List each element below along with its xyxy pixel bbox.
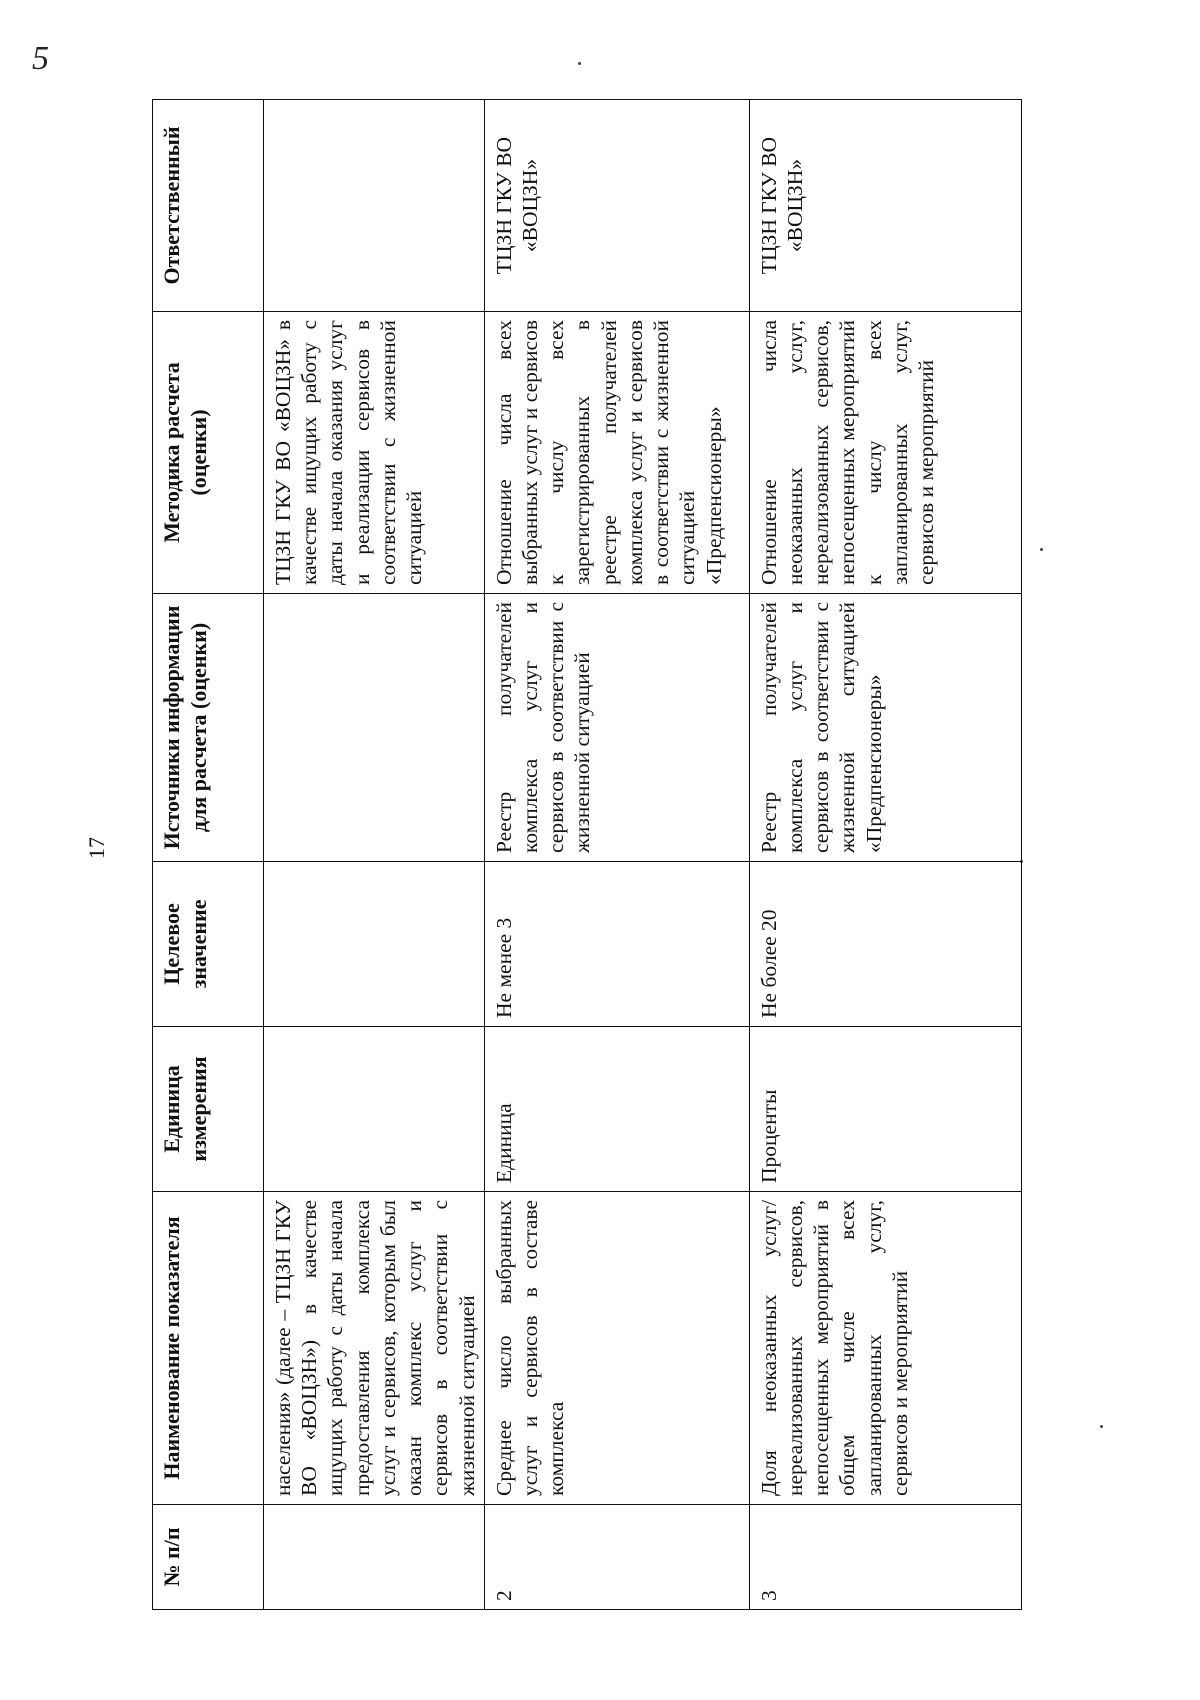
header-unit: Единица измерения bbox=[153, 1027, 264, 1192]
page-number: 17 bbox=[84, 837, 109, 859]
cell-name: Среднее число выбранных услуг и сервисов в составе комплекса bbox=[484, 1192, 749, 1505]
header-method: Методика расчета (оценки) bbox=[153, 312, 264, 594]
header-sources: Источники информации для расчета (оценки) bbox=[153, 594, 264, 862]
cell-sources bbox=[264, 594, 485, 862]
header-target: Целевое значение bbox=[153, 862, 264, 1027]
scan-speck bbox=[578, 62, 581, 65]
table-header-row bbox=[153, 100, 264, 1610]
cell-target bbox=[264, 862, 485, 1027]
cell-name: населения» (далее – ТЦЗН ГКУ ВО «ВОЦЗН») в качестве ищущих работу с даты начала предоставления комплекса услуг и сервисов, которым был оказан комплекс услуг и сервисов в соответствии с жизненной ситуацией bbox=[264, 1192, 485, 1505]
cell-unit bbox=[264, 1027, 485, 1192]
table-row bbox=[749, 100, 1021, 1610]
cell-method: Отношение числа неоказанных услуг, нереализованных сервисов, непосещенных мероприятий к числу всех запланированных услуг, сервисов и мероприятий bbox=[749, 312, 1021, 594]
cell-name: Доля неоказанных услуг/нереализованных сервисов, непосещенных мероприятий в общем числе всех запланированных услуг, сервисов и мероприятий bbox=[749, 1192, 1021, 1505]
header-num: № п/п bbox=[153, 1505, 264, 1610]
table-row bbox=[484, 100, 749, 1610]
header-name: Наименование показателя bbox=[153, 1192, 264, 1505]
cell-num: 3 bbox=[749, 1505, 1021, 1610]
scan-speck bbox=[1100, 1425, 1103, 1428]
cell-method: ТЦЗН ГКУ ВО «ВОЦЗН» в качестве ищущих работу с даты начала оказания услуг и реализации сервисов в соответствии с жизненной ситуацией bbox=[264, 312, 485, 594]
rotated-table-container bbox=[152, 100, 1022, 1610]
handwritten-page-mark: 5 bbox=[32, 40, 49, 77]
cell-responsible: ТЦЗН ГКУ ВО «ВОЦЗН» bbox=[484, 100, 749, 312]
cell-unit: Единица bbox=[484, 1027, 749, 1192]
cell-num bbox=[264, 1505, 485, 1610]
cell-responsible: ТЦЗН ГКУ ВО «ВОЦЗН» bbox=[749, 100, 1021, 312]
cell-sources: Реестр получателей комплекса услуг и сервисов в соответствии с жизненной ситуацией «Предпенсионеры» bbox=[749, 594, 1021, 862]
scan-speck bbox=[1040, 548, 1043, 551]
cell-method: Отношение числа всех выбранных услуг и сервисов к числу всех зарегистрированных в реестре получателей комплекса услуг и сервисов в соответствии с жизненной ситуацией «Предпенсионеры» bbox=[484, 312, 749, 594]
cell-num: 2 bbox=[484, 1505, 749, 1610]
indicators-table bbox=[152, 99, 1022, 1610]
cell-target: Не менее 3 bbox=[484, 862, 749, 1027]
header-responsible: Ответственный bbox=[153, 100, 264, 312]
cell-unit: Проценты bbox=[749, 1027, 1021, 1192]
cell-responsible bbox=[264, 100, 485, 312]
table-row bbox=[264, 100, 485, 1610]
cell-target: Не более 20 bbox=[749, 862, 1021, 1027]
cell-sources: Реестр получателей комплекса услуг и сервисов в соответствии с жизненной ситуацией bbox=[484, 594, 749, 862]
